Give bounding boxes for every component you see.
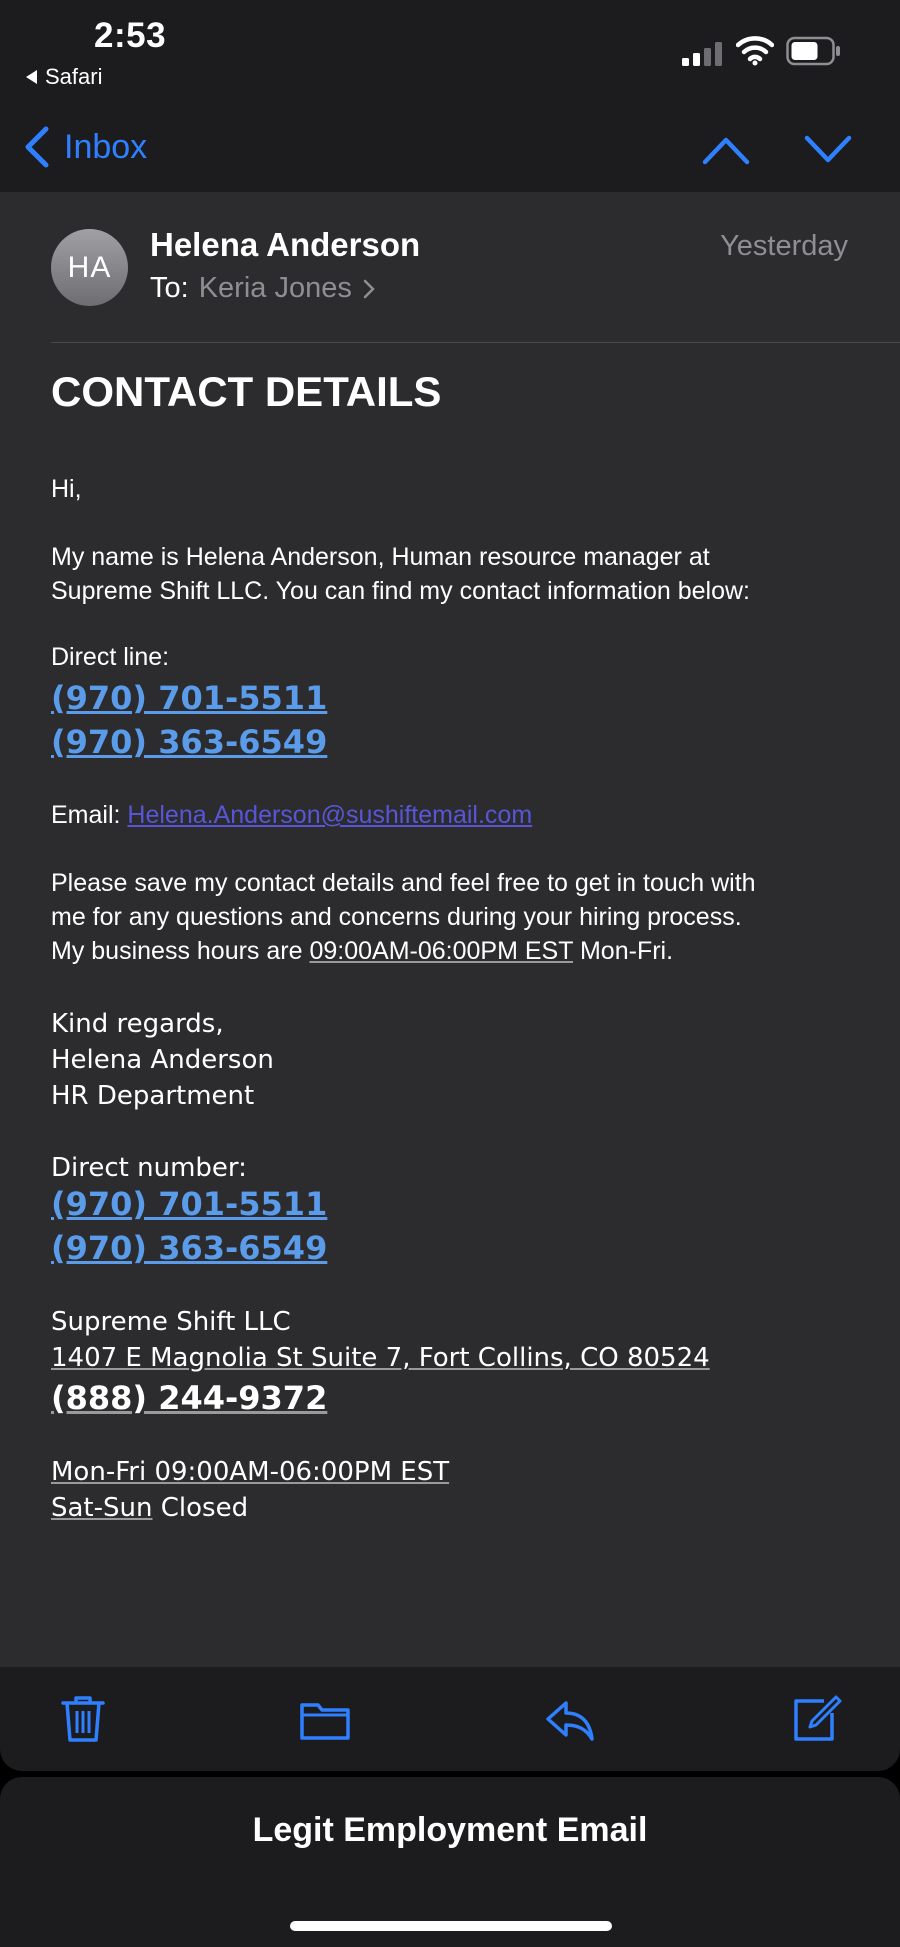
signature-block [51, 1006, 274, 1114]
weekday-hours-link[interactable]: Mon-Fri 09:00AM-06:00PM EST [51, 1457, 450, 1487]
email-content[interactable] [0, 192, 900, 1667]
wifi-icon [736, 34, 774, 66]
save-line-1: Please save my contact details and feel free to get in touch with [51, 869, 756, 897]
email-address-link[interactable]: Helena.Anderson@sushiftemail.com [127, 801, 533, 829]
closing: Kind regards, [51, 1009, 224, 1039]
mail-toolbar [0, 1667, 900, 1771]
previous-message-chevron-up-icon[interactable] [702, 132, 750, 168]
intro-line-1: My name is Helena Anderson, Human resource manager at [51, 543, 710, 571]
office-hours-block [51, 1454, 449, 1526]
email-date: Yesterday [720, 230, 848, 262]
recipient-line[interactable] [150, 272, 376, 305]
greeting: Hi, [51, 475, 82, 503]
chevron-left-icon [24, 126, 50, 168]
company-name: Supreme Shift LLC [51, 1307, 291, 1337]
mail-nav-bar [0, 110, 900, 192]
weekend-days-link[interactable]: Sat-Sun [51, 1493, 153, 1523]
back-to-app-button[interactable] [26, 64, 102, 90]
hours-prefix: My business hours are [51, 937, 303, 965]
compose-icon[interactable] [790, 1693, 842, 1745]
business-hours-link[interactable]: 09:00AM-06:00PM EST [309, 937, 574, 965]
inbox-label: Inbox [64, 127, 148, 166]
header-divider [51, 342, 900, 343]
cellular-signal-icon [682, 42, 726, 66]
company-block [51, 1304, 710, 1376]
status-bar [0, 0, 900, 110]
reply-icon[interactable] [544, 1693, 596, 1745]
direct-line-phone-2[interactable]: (970) 363-6549 [51, 723, 328, 761]
hours-line [51, 934, 756, 968]
home-indicator[interactable] [290, 1921, 612, 1931]
email-line [51, 798, 532, 832]
sheet-title: Legit Employment Email [252, 1811, 648, 1849]
back-triangle-icon [26, 70, 37, 84]
intro-paragraph [51, 540, 750, 608]
company-address-link[interactable]: 1407 E Magnolia St Suite 7, Fort Collins, CO 80524 [51, 1343, 710, 1373]
bottom-sheet [0, 1777, 900, 1947]
hours-suffix: Mon-Fri. [579, 937, 674, 965]
signature-department: HR Department [51, 1081, 255, 1111]
direct-line-label: Direct line: [51, 643, 170, 671]
status-time: 2:53 [94, 16, 167, 55]
signature-name: Helena Anderson [51, 1045, 274, 1075]
inbox-back-button[interactable] [24, 126, 147, 168]
chevron-right-icon [362, 278, 376, 300]
save-line-2: me for any questions and concerns during your hiring process. [51, 903, 742, 931]
email-heading: CONTACT DETAILS [51, 368, 442, 415]
next-message-chevron-down-icon[interactable] [804, 132, 852, 168]
recipient-name: Keria Jones [198, 272, 352, 304]
weekend-status: Closed [160, 1493, 249, 1523]
direct-number-phone-1[interactable]: (970) 701-5511 [51, 1185, 328, 1223]
direct-line-phone-1[interactable]: (970) 701-5511 [51, 679, 328, 717]
direct-number-phone-2[interactable]: (970) 363-6549 [51, 1229, 328, 1267]
sender-avatar[interactable]: HA [51, 229, 128, 306]
back-app-label: Safari [45, 64, 103, 89]
battery-icon [786, 36, 842, 66]
intro-line-2: Supreme Shift LLC. You can find my contact information below: [51, 577, 750, 605]
company-phone-link[interactable]: (888) 244-9372 [51, 1379, 328, 1417]
email-label: Email: [51, 801, 121, 829]
weekend-hours-line [51, 1490, 449, 1526]
sender-name[interactable]: Helena Anderson [150, 226, 421, 263]
direct-number-label: Direct number: [51, 1153, 247, 1183]
folder-icon[interactable] [299, 1693, 351, 1745]
save-paragraph [51, 866, 756, 968]
trash-icon[interactable] [57, 1693, 109, 1745]
to-prefix: To: [150, 272, 189, 304]
